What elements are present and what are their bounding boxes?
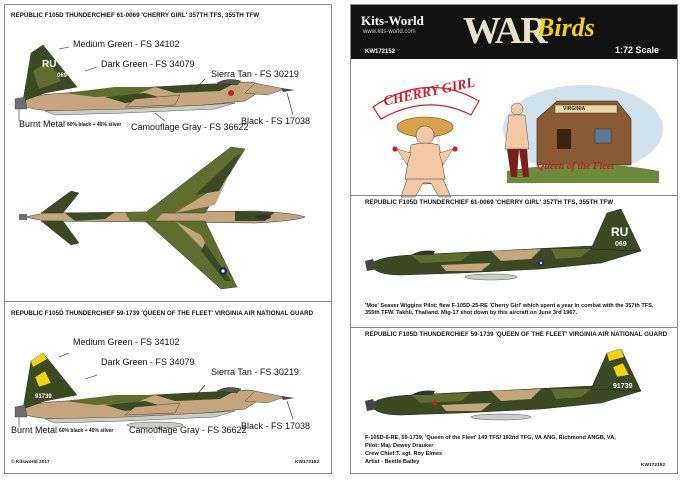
label-black-2: Black - FS 17038 <box>241 421 311 431</box>
right-aircraft-2-caption-line-1: F-105D-6-RE, 59-1739, 'Queen of the Fleet' 149 TFS/ 192nd TFG, VA ANG, Richmond ANGB, VA, <box>365 435 616 441</box>
label-black-1: Black - FS 17038 <box>241 116 311 126</box>
brand-birds: Birds <box>537 13 595 42</box>
right-aircraft-2-caption-line-2: Pilot: Maj. Dewey Drauker <box>365 443 434 449</box>
label-medium-green-1: Medium Green - FS 34102 <box>73 39 180 49</box>
copyright: © Kitsworld 2017 <box>11 460 50 465</box>
label-burnt-metal-mix-1: 60% black + 40% silver <box>67 122 122 128</box>
right-aircraft-1-caption: 'Moe' Seaver Wiggins Pilot: flew F-105D-25-RE 'Cherry Girl' which spent a year in combat with the 357th TFS, 355th TFW. Takhli, Thailand. Mig-17 shot down by this aircraft on June 3rd 1967. <box>365 303 654 316</box>
right-aircraft-1-profile <box>351 205 677 295</box>
left-divider <box>5 301 331 302</box>
label-medium-green-2: Medium Green - FS 34102 <box>73 337 180 347</box>
label-sierra-tan-2: Sierra Tan - FS 30219 <box>211 367 299 377</box>
right-sheet-code: KW172152 <box>641 463 665 468</box>
nose-art-1-text: CHERRY GIRL <box>382 75 477 110</box>
right-aircraft-1-title: REPUBLIC F105D THUNDERCHIEF 61-0069 'CHERRY GIRL' 357TH TFS, 355TH TFW <box>365 199 614 206</box>
brand-war: WAR <box>463 10 546 52</box>
brand-url: www.kits-world.com <box>363 29 416 35</box>
right-aircraft-2-profile <box>351 345 677 435</box>
left-sheet <box>4 4 332 474</box>
label-burnt-metal-2: Burnt Metal <box>11 425 58 435</box>
right-aircraft-2-caption-line-3: Crew Chief:T. sgt. Roy Elmes <box>365 451 443 457</box>
aircraft-1-tail-code: RU <box>42 59 57 70</box>
aircraft-2-tail-number: 91739 <box>35 394 52 400</box>
aircraft-2-title: REPUBLIC F105D THUNDERCHIEF 59-1739 'QUEEN OF THE FLEET' VIRGINIA AIR NATIONAL GUARD <box>11 310 314 317</box>
right-divider-1 <box>351 195 677 196</box>
nose-art-sign: VIRGINIA <box>563 106 586 112</box>
aircraft-top-view <box>5 131 332 301</box>
brand-sheet-code: KW172152 <box>365 49 396 55</box>
right-aircraft-2-title: REPUBLIC F105D THUNDERCHIEF 59-1739 'QUEEN OF THE FLEET' VIRGINIA AIR NATIONAL GUARD <box>365 331 668 338</box>
aircraft-1-title: REPUBLIC F105D THUNDERCHIEF 61-0069 'CHERRY GIRL' 357TH TFS, 355TH TFW <box>11 12 260 19</box>
label-burnt-metal-1: Burnt Metal <box>19 119 66 129</box>
aircraft-1-tail-number: 069 <box>57 73 68 79</box>
label-sierra-tan-1: Sierra Tan - FS 30219 <box>211 69 299 79</box>
right-aircraft-2-tail-number: 91739 <box>613 383 633 390</box>
right-aircraft-2-caption-line-4: Artist - Beetle Bailey <box>365 459 420 465</box>
label-dark-green-2: Dark Green - FS 34079 <box>101 357 195 367</box>
right-sheet <box>350 4 678 474</box>
label-camo-gray-2: Camouflage Gray - FS 36622 <box>129 425 247 435</box>
label-burnt-metal-mix-2: 60% black + 40% silver <box>59 428 114 434</box>
left-sheet-code: KW172152 <box>295 460 319 465</box>
nose-art-queen-of-fleet <box>497 79 667 189</box>
right-aircraft-1-tail-code: RU <box>611 225 629 239</box>
label-dark-green-1: Dark Green - FS 34079 <box>101 59 195 69</box>
right-divider-2 <box>351 327 677 328</box>
nose-art-2-text: Queen of the Fleet <box>537 161 614 172</box>
right-aircraft-1-tail-number: 069 <box>615 241 627 248</box>
brand-kits-world: Kits-World <box>361 13 424 28</box>
brand-scale: 1:72 Scale <box>615 45 660 55</box>
label-camo-gray-1: Camouflage Gray - FS 36622 <box>131 122 249 132</box>
